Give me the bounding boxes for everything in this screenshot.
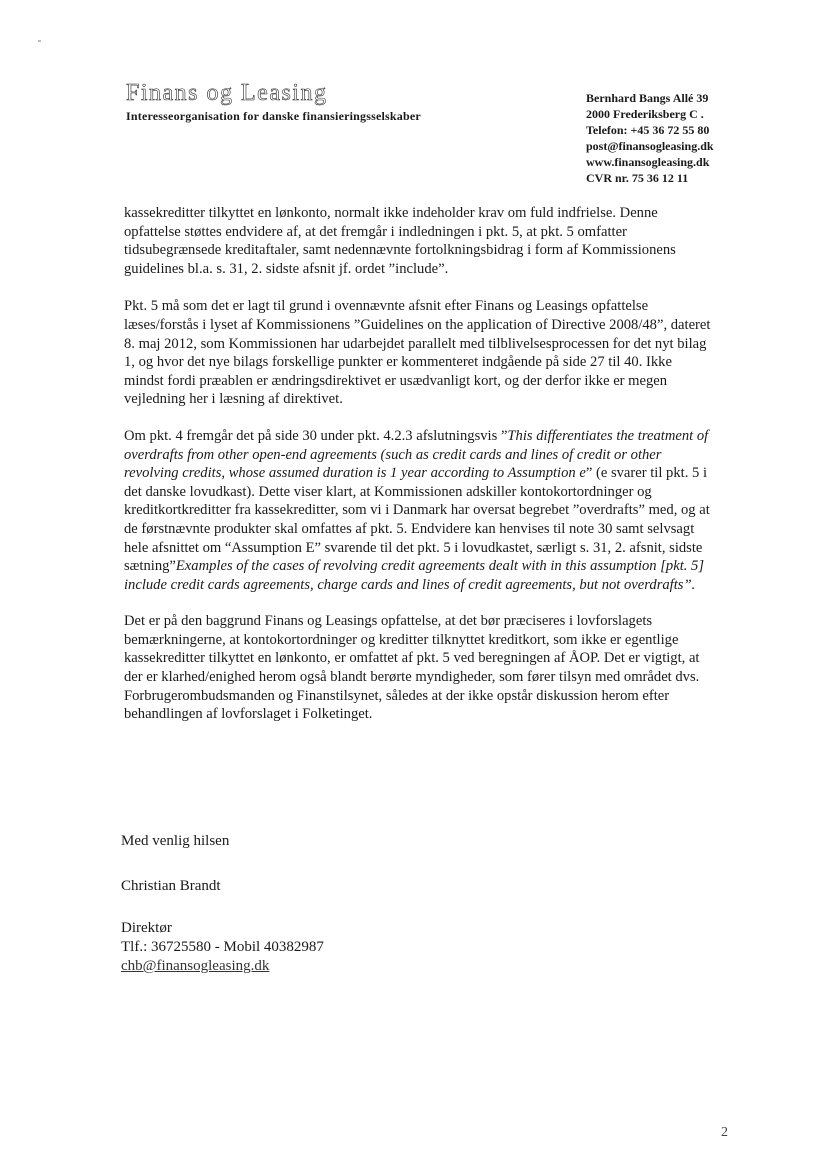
letter-body	[124, 204, 714, 742]
signer-name: Christian Brandt	[121, 878, 221, 894]
page-number: 2	[721, 1125, 728, 1140]
paragraph-4: Det er på den baggrund Finans og Leasings opfattelse, at det bør præciseres i lovforslagets bemærkningerne, at kontokortordninger og kreditter tilknyttet kreditkort, som ikke er egentlige kassekreditter tilkyttet en lønkonto, er omfattet af pkt. 5 ved beregningen af ÅOP. Det er vigtigt, at der er klarhed/enighed herom også blandt berørte myndigheder, som fører tilsyn med området dvs. Forbrugerombudsmanden og Finanstilsynet, således at der ikke opstår diskussion herom efter behandlingen af lovforslaget i Folketinget.	[124, 613, 700, 723]
address-website: www.finansogleasing.dk	[586, 155, 710, 169]
signer-phone: Tlf.: 36725580 - Mobil 40382987	[121, 939, 324, 955]
signer-title: Direktør	[121, 920, 172, 936]
paragraph-3-part-c: ”.	[683, 576, 696, 593]
paragraph-3-part-b: ” (e svarer til pkt. 5 i det danske lovudkast). Dette viser klart, at Kommissionen adskiller kontokortordninger og kreditkortkreditter fra kassekreditter, som vi i Danmark har oversat begrebet ”overdrafts” med, og at de førstnævnte produkter skal omfattes af pkt. 5. Endvidere kan henvises til note 30 samt selvsagt hele afsnittet om “Assumption E” svarende til det pkt. 5 i lovudkastet, særligt s. 31, 2. afsnit, sidste sætning”	[124, 465, 710, 575]
paragraph-3-quote-2: Examples of the cases of revolving credit agreements dealt with in this assumption [pkt. 5] include credit cards agreements, charge cards and lines of credit agreements, but not overdrafts	[124, 558, 705, 593]
paragraph-3-part-a: Om pkt. 4 fremgår det på side 30 under pkt. 4.2.3 afslutningsvis ”	[124, 427, 508, 444]
org-logo-name: Finans og Leasing	[126, 80, 328, 106]
address-city: 2000 Frederiksberg C .	[586, 107, 704, 121]
sender-address	[586, 90, 714, 186]
address-email: post@finansogleasing.dk	[586, 139, 714, 153]
closing-greeting: Med venlig hilsen	[121, 833, 230, 849]
scan-speck	[38, 40, 41, 42]
paragraph-3-quote-1: This differentiates the treatment of overdrafts from other open-end agreements (such as credit cards and lines of credit or other revolving credits, whose assumed duration is 1 year according to Assumption e	[124, 427, 709, 482]
paragraph-2: Pkt. 5 må som det er lagt til grund i ovennævnte afsnit efter Finans og Leasings opfattelse læses/forstås i lyset af Kommissionens ”Guidelines on the application of Directive 2008/48”, dateret 8. maj 2012, som Kommissionen har udarbejdet parallelt med tilblivelsesprocessen for det nyt bilag 1, og hvor det nye bilags forskellige punkter er kommenteret indgående på side 27 til 40. Ikke mindst fordi præablen er ændringsdirektivet er usædvanligt kort, og der derfor ikke er megen vejledning her i læsning af direktivet.	[124, 298, 711, 408]
signature-block	[121, 832, 324, 976]
org-subtitle: Interesseorganisation for danske finansieringsselskaber	[126, 109, 421, 123]
paragraph-1: kassekreditter tilkyttet en lønkonto, normalt ikke indeholder krav om fuld indfrielse. Denne opfattelse støttes endvidere af, at det fremgår i indledningen i pkt. 5, at pkt. 5 omfatter tidsubegrænsede kreditaftaler, samt nedennævnte fortolkningsbidrag i form af Kommissionens guidelines bl.a. s. 31, 2. sidste afsnit jf. ordet ”include”.	[124, 205, 676, 277]
paragraph-3	[124, 427, 714, 594]
address-street: Bernhard Bangs Allé 39	[586, 91, 709, 105]
address-phone: Telefon: +45 36 72 55 80	[586, 123, 710, 137]
signer-email-link[interactable]: chb@finansogleasing.dk	[121, 958, 270, 974]
address-cvr: CVR nr. 75 36 12 11	[586, 171, 689, 185]
